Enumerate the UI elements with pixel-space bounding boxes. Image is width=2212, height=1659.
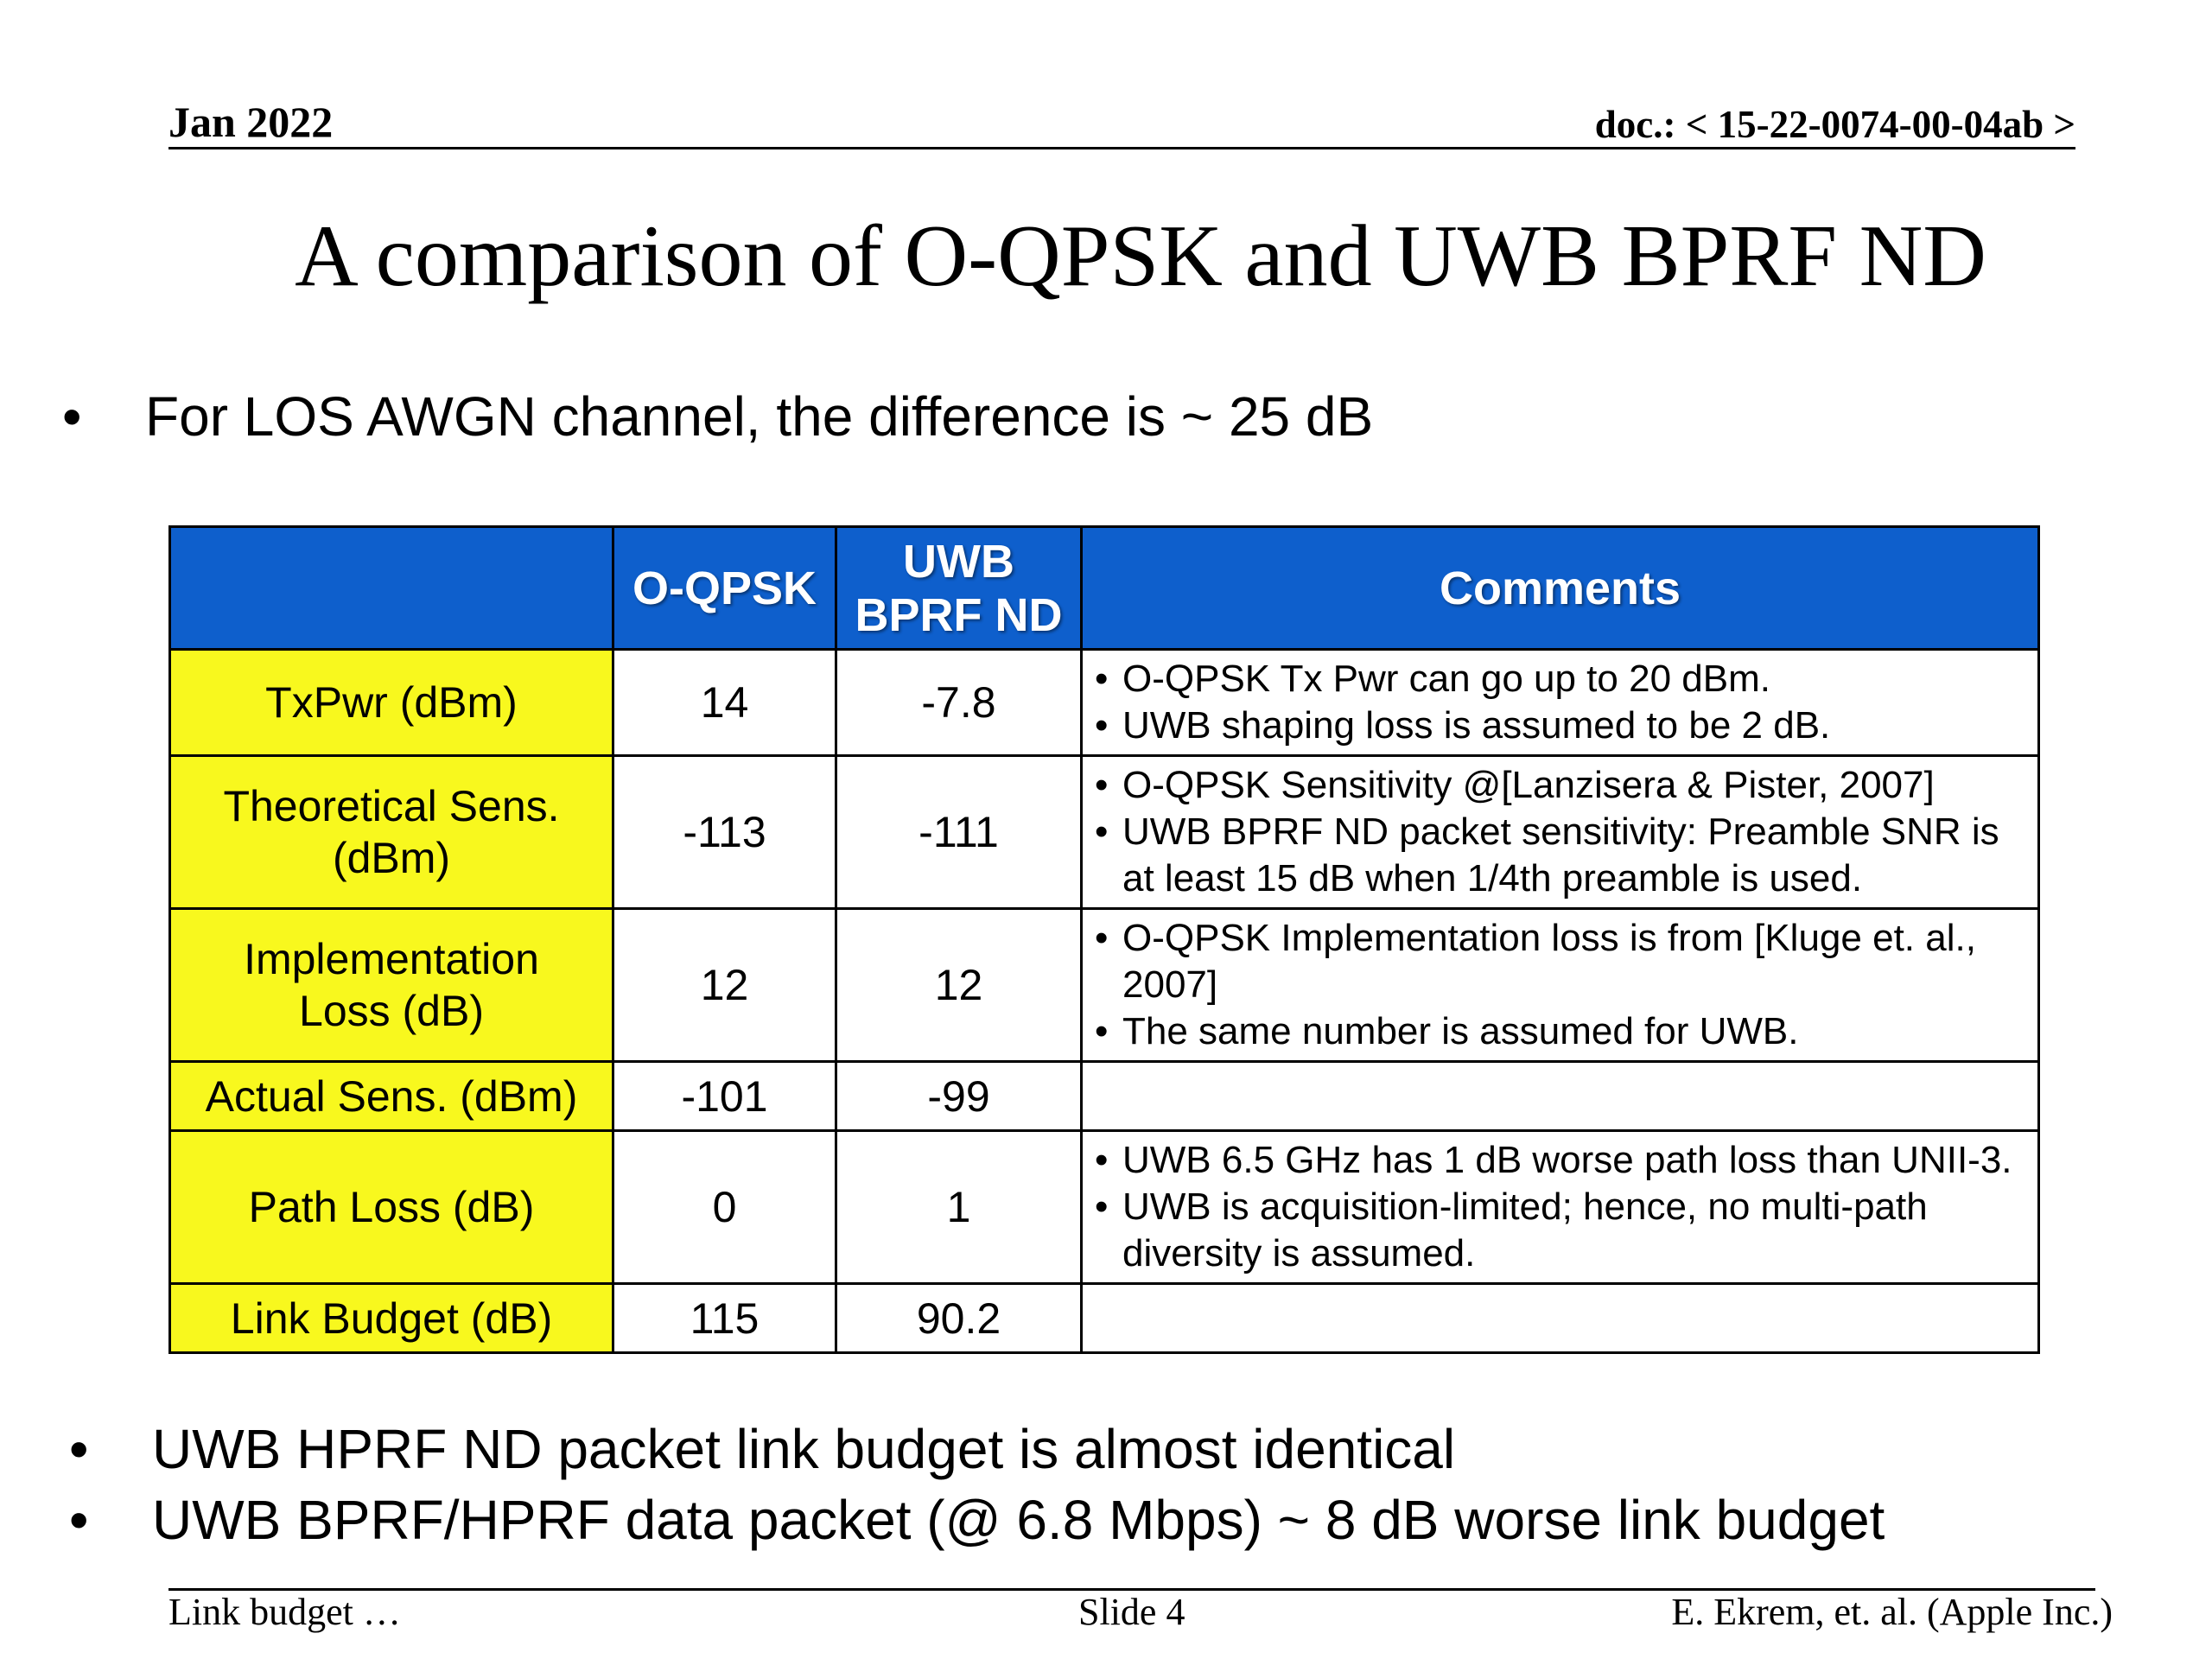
bullet-item bbox=[69, 1488, 1885, 1552]
comments-cell bbox=[1082, 756, 2039, 909]
footer-left: Link budget … bbox=[168, 1591, 401, 1633]
bullet-marker: • bbox=[69, 1418, 89, 1480]
comment-list bbox=[1091, 1137, 2029, 1277]
bullet-marker: • bbox=[69, 1489, 89, 1551]
header-cell: UWB BPRF ND bbox=[836, 527, 1082, 650]
comments-cell bbox=[1082, 1131, 2039, 1284]
table-row bbox=[170, 1131, 2039, 1284]
comment-list bbox=[1091, 762, 2029, 902]
header-cell: O-QPSK bbox=[613, 527, 836, 650]
comment-item: • The same number is assumed for UWB. bbox=[1091, 1008, 2029, 1055]
oqpsk-value-cell: -101 bbox=[613, 1062, 836, 1131]
table-row bbox=[170, 650, 2039, 756]
header-cell: Comments bbox=[1082, 527, 2039, 650]
comment-item: • UWB is acquisition-limited; hence, no multi-path diversity is assumed. bbox=[1091, 1184, 2029, 1277]
row-label-cell: Link Budget (dB) bbox=[170, 1284, 613, 1353]
comment-list bbox=[1091, 915, 2029, 1055]
bullet-text: UWB HPRF ND packet link budget is almost identical bbox=[152, 1418, 1456, 1480]
comparison-table bbox=[168, 525, 2040, 1354]
table-row bbox=[170, 1284, 2039, 1353]
comment-item: • O-QPSK Sensitivity @[Lanzisera & Pister, 2007] bbox=[1091, 762, 2029, 809]
table-row bbox=[170, 756, 2039, 909]
footer-author: E. Ekrem, et. al. (Apple Inc.) bbox=[1671, 1591, 2113, 1633]
oqpsk-value-cell: 115 bbox=[613, 1284, 836, 1353]
footer-slide-number: Slide 4 bbox=[1078, 1591, 1185, 1633]
bullet-text: For LOS AWGN channel, the difference is ~ 25 dB bbox=[145, 385, 1374, 448]
bullet-item bbox=[62, 385, 1373, 448]
header-date: Jan 2022 bbox=[168, 98, 334, 146]
row-label-cell: Theoretical Sens. (dBm) bbox=[170, 756, 613, 909]
uwb-value-cell: 1 bbox=[836, 1131, 1082, 1284]
table-row bbox=[170, 1062, 2039, 1131]
uwb-value-cell: -99 bbox=[836, 1062, 1082, 1131]
oqpsk-value-cell: 14 bbox=[613, 650, 836, 756]
comments-cell bbox=[1082, 1284, 2039, 1353]
bullet-marker: • bbox=[62, 385, 82, 448]
uwb-value-cell: -111 bbox=[836, 756, 1082, 909]
row-label-cell: TxPwr (dBm) bbox=[170, 650, 613, 756]
comments-cell bbox=[1082, 650, 2039, 756]
oqpsk-value-cell: 0 bbox=[613, 1131, 836, 1284]
header-cell bbox=[170, 527, 613, 650]
bullet-item bbox=[69, 1417, 1455, 1481]
comment-list bbox=[1091, 656, 2029, 749]
table-header-row bbox=[170, 527, 2039, 650]
uwb-value-cell: 12 bbox=[836, 909, 1082, 1062]
oqpsk-value-cell: 12 bbox=[613, 909, 836, 1062]
uwb-value-cell: 90.2 bbox=[836, 1284, 1082, 1353]
oqpsk-value-cell: -113 bbox=[613, 756, 836, 909]
row-label-cell: Actual Sens. (dBm) bbox=[170, 1062, 613, 1131]
header-rule bbox=[168, 147, 2075, 149]
bullet-text: UWB BPRF/HPRF data packet (@ 6.8 Mbps) ~ 8 dB worse link budget bbox=[152, 1489, 1885, 1551]
row-label-cell: Path Loss (dB) bbox=[170, 1131, 613, 1284]
comment-item: • UWB 6.5 GHz has 1 dB worse path loss than UNII-3. bbox=[1091, 1137, 2029, 1184]
comment-item: • O-QPSK Implementation loss is from [Kluge et. al., 2007] bbox=[1091, 915, 2029, 1008]
comment-item: • O-QPSK Tx Pwr can go up to 20 dBm. bbox=[1091, 656, 2029, 702]
uwb-value-cell: -7.8 bbox=[836, 650, 1082, 756]
comment-item: • UWB shaping loss is assumed to be 2 dB. bbox=[1091, 702, 2029, 749]
row-label-cell: Implementation Loss (dB) bbox=[170, 909, 613, 1062]
comments-cell bbox=[1082, 909, 2039, 1062]
comments-cell bbox=[1082, 1062, 2039, 1131]
comment-item: • UWB BPRF ND packet sensitivity: Preamble SNR is at least 15 dB when 1/4th preamble is used. bbox=[1091, 809, 2029, 902]
header-doc-id: doc.: < 15-22-0074-00-04ab > bbox=[1594, 103, 2075, 146]
slide-title: A comparison of O-QPSK and UWB BPRF ND bbox=[295, 207, 1986, 305]
table-row bbox=[170, 909, 2039, 1062]
